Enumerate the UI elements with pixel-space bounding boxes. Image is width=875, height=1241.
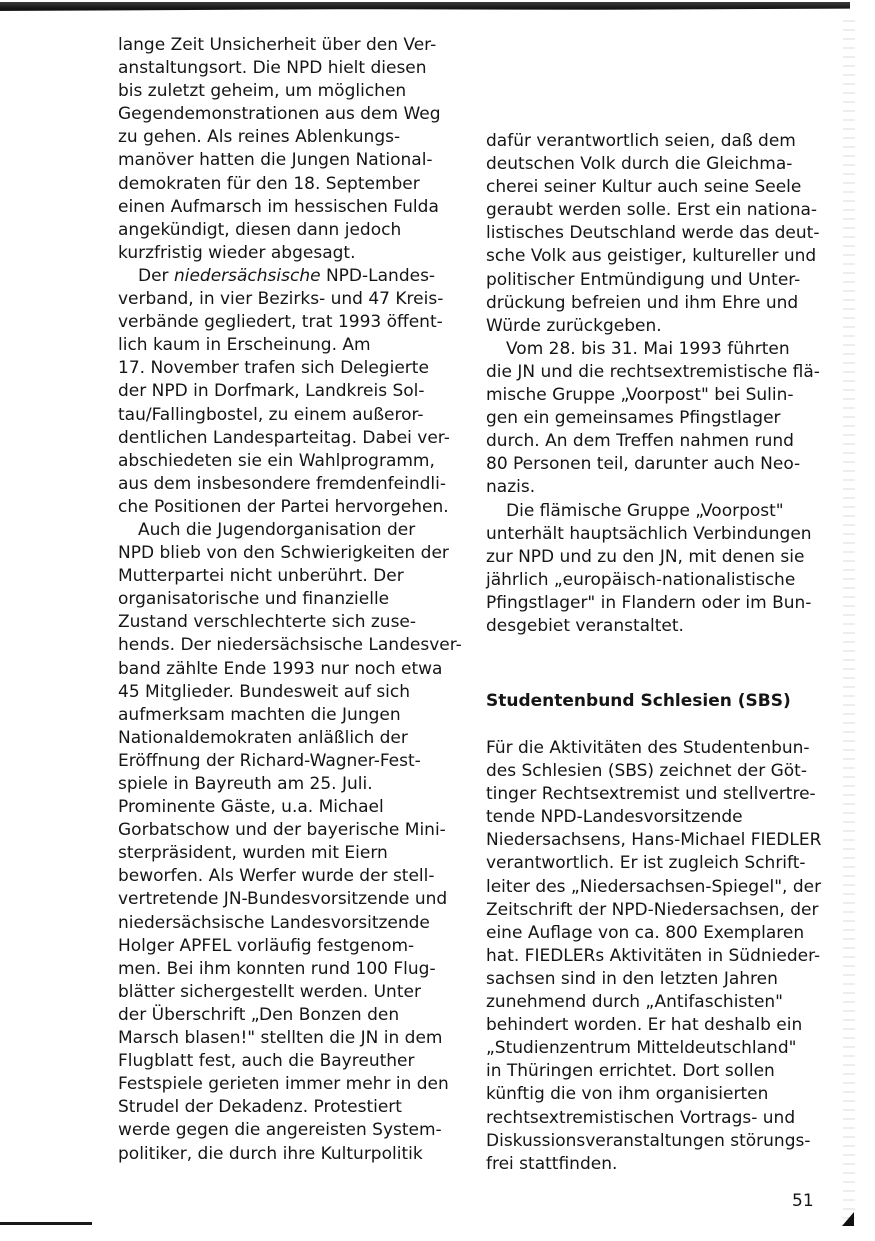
text-line: Zustand verschlechterte sich zuse- [118,612,417,633]
text-line: leiter des „Niedersachsen-Spiegel", der [486,876,822,897]
text-line: nazis. [486,477,536,498]
paragraph [486,500,816,639]
section-heading: Studentenbund Schlesien (SBS) [486,691,791,711]
text-line [118,265,458,288]
text-line: 17. November trafen sich Delegierte [118,358,429,379]
text-line: einen Aufmarsch im hessischen Fulda [118,196,439,217]
text-line: zu gehen. Als reines Ablenkungs- [118,127,401,148]
left-column [118,34,462,1166]
text-line: Prominente Gäste, u.a. Michael [118,797,384,818]
text-line: tau/Fallingbostel, zu einem außeror- [118,404,424,425]
text-line: niedersächsische Landesvorsitzende [118,912,430,933]
text-line: blätter sichergestellt werden. Unter [118,981,421,1002]
text-line: Zeitschrift der NPD-Niedersachsen, der [486,899,819,920]
paragraph [486,130,820,338]
text-line: sachsen sind in den letzten Jahren [486,968,778,989]
text-line: jährlich „europäisch-nationalistische [486,569,796,590]
text-line: frei stattfinden. [486,1153,618,1174]
page-number: 51 [792,1191,814,1211]
text-line: dentlichen Landesparteitag. Dabei ver- [118,427,450,448]
text-line: künftig die von ihm organisierten [486,1084,769,1105]
text-line: Niedersachsens, Hans-Michael FIEDLER [486,830,822,851]
text-line: men. Bei ihm konnten rund 100 Flug- [118,958,436,979]
text-line: verbände gegliedert, trat 1993 öffent- [118,312,443,333]
text-line: der Überschrift „Den Bonzen den [118,1004,400,1025]
text-line: manöver hatten die Jungen National- [118,150,433,171]
text-line: in Thüringen errichtet. Dort sollen [486,1061,775,1082]
text-line: eine Auflage von ca. 800 Exemplaren [486,922,805,943]
text-line: politiker, die durch ihre Kulturpolitik [118,1143,423,1164]
text-line: band zählte Ende 1993 nur noch etwa [118,658,443,679]
text-line: 80 Personen teil, darunter auch Neo- [486,454,801,475]
paragraph [486,737,822,1176]
text-line: die JN und die rechtsextremistische flä- [486,361,820,382]
text-fragment: Der [138,265,174,286]
text-line: des Schlesien (SBS) zeichnet der Göt- [486,761,807,782]
text-line: Marsch blasen!" stellten die JN in dem [118,1028,443,1049]
text-line: hends. Der niedersächsische Landesver- [118,635,462,656]
text-line: aufmerksam machten die Jungen [118,704,401,725]
text-line: durch. An dem Treffen nahmen rund [486,431,794,452]
text-line: beworfen. Als Werfer wurde der stell- [118,866,435,887]
text-line: tinger Rechtsextremist und stellvertre- [486,784,816,805]
text-line: lange Zeit Unsicherheit über den Ver- [118,35,437,55]
text-line: bis zuletzt geheim, um möglichen [118,81,407,102]
text-line: verantwortlich. Er ist zugleich Schrift- [486,853,806,874]
text-line: desgebiet veranstaltet. [486,615,684,636]
text-line: Vom 28. bis 31. Mai 1993 führten [506,338,790,359]
text-line: Für die Aktivitäten des Studentenbun- [486,738,810,758]
text-line: Die flämische Gruppe „Voorpost" [506,500,784,521]
text-line: drückung befreien und ihm Ehre und [486,292,799,313]
text-line: geraubt werden solle. Erst ein nationa- [486,200,818,221]
text-line: demokraten für den 18. September [118,173,420,194]
text-line: Gorbatschow und der bayerische Mini- [118,820,446,841]
text-line: NPD blieb von den Schwierigkeiten der [118,543,449,564]
text-line: Strudel der Dekadenz. Protestiert [118,1097,402,1118]
text-line: sterpräsident, wurden mit Eiern [118,843,388,864]
text-line: Mutterpartei nicht unberührt. Der [118,566,404,587]
text-line: tende NPD-Landesvorsitzende [486,807,743,828]
text-line: lich kaum in Erscheinung. Am [118,335,371,356]
text-line: der NPD in Dorfmark, Landkreis Sol- [118,381,425,402]
right-column-lower [486,737,822,1176]
text-line: „Studienzentrum Mitteldeutschland" [486,1038,797,1059]
text-line: gen ein gemeinsames Pfingstlager [486,408,781,429]
text-line: aus dem insbesondere fremdenfeindli- [118,473,446,494]
text-line: vertretende JN-Bundesvorsitzende und [118,889,448,910]
text-line: hat. FIEDLERs Aktivitäten in Südnieder- [486,945,821,966]
text-fragment: NPD-Landes- [320,265,436,286]
right-column [486,130,820,638]
text-line: rechtsextremistischen Vortrags- und [486,1107,796,1128]
text-line: Diskussionsveranstaltungen störungs- [486,1130,811,1151]
text-line: Auch die Jugendorganisation der [138,519,416,540]
text-line: Nationaldemokraten anläßlich der [118,727,408,748]
text-line: 45 Mitglieder. Bundesweit auf sich [118,681,411,702]
emphasis-text: niedersächsische [173,265,321,286]
text-line: angekündigt, diesen dann jedoch [118,219,402,240]
text-line: deutschen Volk durch die Gleichma- [486,154,793,175]
scan-mark-bottom-left [0,1222,92,1225]
scan-edge-top [0,2,850,14]
paragraph [118,265,458,519]
text-line: Gegendemonstrationen aus dem Weg [118,104,441,125]
text-line: Festspiele gerieten immer mehr in den [118,1074,449,1095]
scan-edge-right [843,20,855,1220]
text-line: spiele in Bayreuth am 25. Juli. [118,774,373,794]
text-line: Holger APFEL vorläufig festgenom- [118,935,415,956]
text-line: verband, in vier Bezirks- und 47 Kreis- [118,289,444,310]
text-line: kurzfristig wieder abgesagt. [118,242,356,263]
text-line: behindert worden. Er hat deshalb ein [486,1015,803,1036]
text-line: Flugblatt fest, auch die Bayreuther [118,1051,415,1072]
text-line: politischer Entmündigung und Unter- [486,269,801,290]
text-line: werde gegen die angereisten System- [118,1120,442,1141]
text-line: unterhält hauptsächlich Verbindungen [486,523,812,544]
text-line: abschiedeten sie ein Wahlprogramm, [118,450,435,471]
paragraph [486,338,820,500]
text-line: dafür verantwortlich seien, daß dem [486,131,796,151]
text-line: Würde zurückgeben. [486,315,662,336]
text-line: organisatorische und finanzielle [118,589,390,610]
scan-mark-bottom-right [842,1212,854,1226]
paragraph [118,34,458,265]
text-line: zunehmend durch „Antifaschisten" [486,992,783,1013]
text-line: anstaltungsort. Die NPD hielt diesen [118,58,427,79]
text-line: che Positionen der Partei hervorgehen. [118,496,449,517]
text-line: Eröffnung der Richard-Wagner-Fest- [118,750,421,771]
text-line: listisches Deutschland werde das deut- [486,223,820,244]
text-line: Pfingstlager" in Flandern oder im Bun- [486,592,812,613]
text-line: mische Gruppe „Voorpost" bei Sulin- [486,385,794,406]
text-line: cherei seiner Kultur auch seine Seele [486,177,802,198]
paragraph [118,519,462,1166]
text-line: sche Volk aus geistiger, kultureller und [486,246,817,267]
text-line: zur NPD und zu den JN, mit denen sie [486,546,805,567]
